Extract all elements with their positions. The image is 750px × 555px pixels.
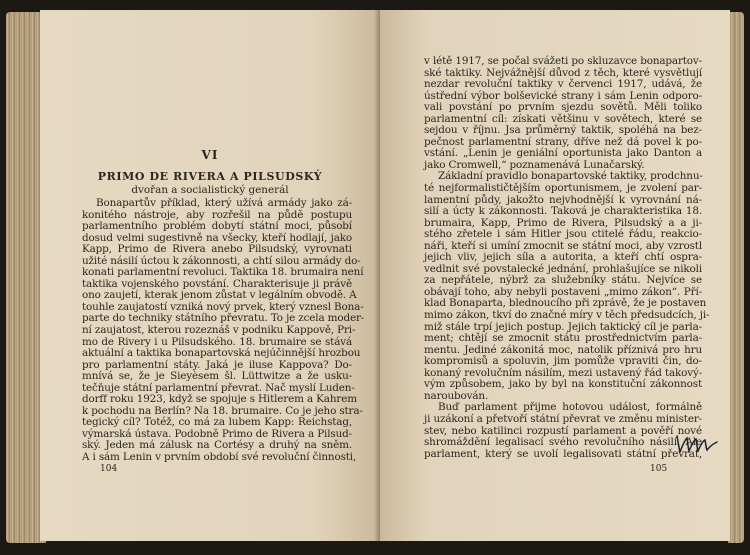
text-line: Kapp, Primo de Rivera anebo Pilsudský, vyrovnati	[82, 243, 352, 256]
text-line: jejich vliv, jejich síla a autorita, a kteří chtí ospra-	[424, 251, 702, 264]
open-book	[6, 6, 744, 549]
text-line: k pochodu na Berlín? Na 18. brumaire. Co je jeho stra-	[82, 404, 363, 417]
right-page	[380, 10, 730, 541]
text-line: naroubován.	[424, 389, 489, 402]
text-line: mo de Rivery i u Pilsudského. 18. brumaire se stává	[82, 335, 352, 348]
text-line: užité násilí úctou k zákonnosti, a chtí silou armády do-	[82, 254, 361, 267]
text-line: taktika vojenského povstání. Charakterisuje ji právě	[82, 277, 352, 290]
text-line: vstání. „Lenin je geniální oportunista jako Danton a	[424, 147, 702, 160]
text-line: Buď parlament přijme hotovou událost, formálně	[438, 401, 702, 414]
text-line: sejdou v říjnu. Jsa průměrný taktik, spoléhá na bez-	[424, 124, 702, 137]
text-line: náři, kteří si umíní zmocnit se státní moci, aby vzrostl	[424, 239, 702, 252]
text-line: v létě 1917, se počal svážeti po skluzavce bonapartov-	[424, 55, 702, 67]
text-line: mentu. Jediné zákonitá moc, natolik příznivá pro hru	[424, 343, 702, 356]
text-line: ono zaujetí, kterak jenom zůstat v legálním obvodě. A	[82, 289, 357, 302]
text-line: pro parlamentní státy. Jaká je iluse Kappova? Do-	[82, 358, 352, 371]
page-number: 105	[650, 464, 668, 474]
chapter-number: VI	[201, 148, 219, 162]
text-line: vým způsobem, jako by byl na konstituční zákonnost	[424, 378, 702, 391]
text-line: nezdar revoluční taktiky v červenci 1917, udává, že	[424, 78, 702, 91]
text-line: mnívá se, že je Sieyèsem šl. Lüttwitze a že usku-	[82, 370, 352, 383]
left-page-text	[82, 197, 365, 464]
text-line: dorff roku 1923, když se spojuje s Hitlerem a Kahrem	[82, 393, 357, 406]
text-line: aktuální a taktika bonapartovská nejúčinnější hrozbou	[82, 347, 361, 360]
text-line: ské taktiky. Nejvážnější důvod z těch, které vysvětlují	[424, 66, 702, 79]
text-line: parlamentní cíl: získati většinu v sovětech, které se	[424, 112, 702, 125]
text-line: touhle zaujatostí vzniká nový prvek, který vznesl Bona-	[82, 300, 364, 313]
text-line: brumaira, Kapp, Primo de Rivera, Pilsudský a a ji-	[424, 216, 702, 229]
text-line: Bonapartův příklad, který užívá armády jako zá-	[96, 197, 352, 209]
text-line: obávají toho, aby nebyli postaveni „mimo zákon“. Pří-	[424, 285, 702, 298]
text-line: výmarská ústava. Podobně Primo de Rivera a Pilsud-	[82, 427, 352, 440]
handwritten-mark-icon	[674, 430, 720, 456]
text-line: vali povstání po prvním sjezdu sovětů. Měli toliko	[424, 101, 702, 114]
text-line: vedlnit své povstalecké jednání, prohlašujíce se nikoli	[424, 262, 702, 275]
page-number: 104	[100, 464, 118, 474]
text-line: lamentní půdy, jakožto nejvhodnější k vyrovnání ná-	[424, 193, 702, 206]
text-line: konaný revolučním násilím, mezi ustavený řád takový-	[424, 366, 703, 379]
text-line: tečňuje státní parlamentní převrat. Nač myslí Luden-	[82, 381, 355, 394]
text-line: parte do techniky státního převratu. To je zcela moder-	[82, 312, 365, 325]
text-line: dosud velmi sugestivně na všecky, kteří hodlají, jako	[82, 231, 352, 244]
text-line: A i sám Lenin v prvním období své revoluční činnosti,	[82, 451, 357, 464]
text-line: ji uzákoní a přetvoří státní převrat ve změnu minister-	[424, 412, 702, 425]
left-page	[40, 10, 380, 541]
text-line: ústřední výbor bolševické strany i sám Lenin odporo-	[424, 89, 702, 102]
text-line: stev, nebo katilinci rozpustí parlament a pověří nové	[424, 424, 702, 437]
chapter-subtitle: dvořan a socialistický generál	[131, 184, 289, 196]
text-line: klad Bonaparta, blednoucího při zprávě, že je postaven	[424, 297, 707, 310]
text-line: miž stále trpí jejich postup. Jejich taktický cíl je parla-	[424, 320, 702, 333]
right-page-text	[424, 55, 710, 460]
text-line: ment; chtějí se zmocnit státu prostřednictvím parla-	[424, 332, 702, 345]
text-line: parlament, který se uvolí legalisovati státní převrat,	[424, 447, 702, 460]
text-line: ský. Jeden má zálusk na Cortésy a druhý na sněm.	[82, 439, 352, 452]
text-line: konati parlamentní revoluci. Taktika 18. brumaira není	[82, 266, 364, 279]
text-line: parlamentního problém dobytí státní moci, působí	[82, 220, 352, 233]
text-line: za nepřátele, nýbrž za služebníky státu. Nejvíce se	[424, 274, 702, 287]
text-line: jako Cromwell,“ poznamenává Lunačarský.	[424, 158, 645, 171]
text-line: silí a úcty k zákonnosti. Taková je charakteristika 18.	[424, 205, 702, 218]
text-line: pečnost parlamentní strany, dříve než dá povel k po-	[424, 135, 702, 148]
chapter-title: PRIMO DE RIVERA A PILSUDSKÝ	[97, 170, 323, 183]
text-line: mimo zákon, tkví do značné míry v těch předsudcích, ji-	[424, 309, 710, 322]
text-line: té nejformalističtějším oportunismem, je zvolení par-	[424, 182, 702, 195]
text-line: shromáždění legalisací svého revolučního násilí. Ale	[424, 436, 702, 449]
book-page-edges-right	[728, 12, 744, 543]
text-line: stého zřetele i sám Hitler jsou ctitelé řádu, reakcio-	[424, 228, 702, 241]
text-line: ní zaujatost, kterou rozeznáš v podniku Kappově, Pri-	[82, 324, 356, 337]
text-line: Základní pravidlo bonapartovské taktiky, prodchnu-	[438, 170, 703, 183]
text-line: tegický cíl? Totéž, co má za lubem Kapp: Reichstag,	[82, 416, 352, 429]
text-line: konitého nástroje, aby rozřešil na půdě postupu	[82, 208, 352, 221]
text-line: kompromisů a spoluvin, jim pomůže vpraviti čin, do-	[424, 355, 702, 368]
